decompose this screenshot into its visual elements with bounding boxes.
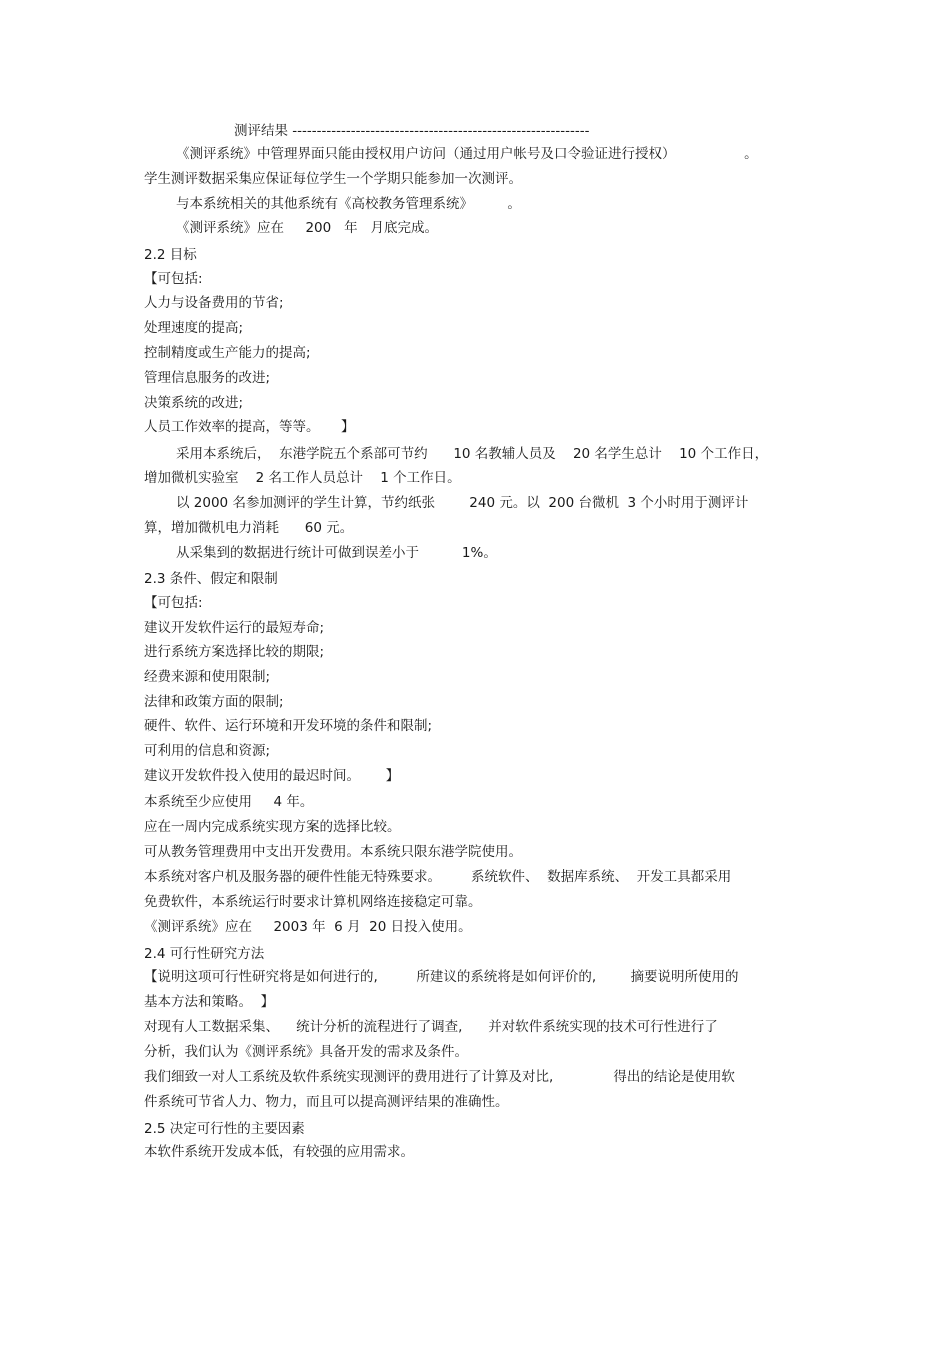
text-line: 测评结果 -------------------------------------------------------------	[234, 123, 590, 139]
text-line: 基本方法和策略。 】	[144, 994, 275, 1010]
text-line: 【可包括:	[144, 271, 203, 287]
list-item: 经费来源和使用限制;	[144, 669, 271, 685]
text-line: 免费软件，本系统运行时要求计算机网络连接稳定可靠。	[144, 894, 482, 910]
list-item: 可利用的信息和资源;	[144, 743, 271, 759]
text-line: 本软件系统开发成本低，有较强的应用需求。	[144, 1144, 414, 1160]
text-line: 应在一周内完成系统实现方案的选择比较。	[144, 819, 401, 835]
list-item: 处理速度的提高;	[144, 320, 244, 336]
list-item: 控制精度或生产能力的提高;	[144, 345, 311, 361]
list-item: 硬件、软件、运行环境和开发环境的条件和限制;	[144, 718, 433, 734]
text-line: 《测评系统》应在 200 年 月底完成。	[176, 220, 438, 236]
text-line: 本系统对客户机及服务器的硬件性能无特殊要求。 系统软件、 数据库系统、 开发工具都采用	[144, 869, 732, 885]
section-heading: 2.2 目标	[144, 247, 197, 263]
list-item: 管理信息服务的改进;	[144, 370, 271, 386]
text-line: 【可包括:	[144, 595, 203, 611]
text-line: 《测评系统》应在 2003 年 6 月 20 日投入使用。	[144, 919, 472, 935]
text-line: 对现有人工数据采集、 统计分析的流程进行了调查, 并对软件系统实现的技术可行性进行了	[144, 1019, 718, 1035]
text-line: 件系统可节省人力、物力，而且可以提高测评结果的准确性。	[144, 1094, 509, 1110]
text-line: 算，增加微机电力消耗 60 元。	[144, 520, 354, 536]
text-line: 增加微机实验室 2 名工作人员总计 1 个工作日。	[144, 470, 461, 486]
text-line: 采用本系统后， 东港学院五个系部可节约 10 名教辅人员及 20 名学生总计 10 个工作日，	[176, 446, 769, 462]
text-line: 从采集到的数据进行统计可做到误差小于 1%。	[176, 545, 497, 561]
section-heading: 2.4 可行性研究方法	[144, 946, 265, 962]
text-line: 《测评系统》中管理界面只能由授权用户访问（通过用户帐号及口令验证进行授权） 。	[176, 146, 758, 162]
list-item: 人员工作效率的提高，等等。 】	[144, 419, 355, 435]
section-heading: 2.3 条件、假定和限制	[144, 571, 278, 587]
text-line: 学生测评数据采集应保证每位学生一个学期只能参加一次测评。	[144, 171, 522, 187]
text-line: 我们细致一对人工系统及软件系统实现测评的费用进行了计算及对比, 得出的结论是使用软	[144, 1069, 735, 1085]
list-item: 进行系统方案选择比较的期限;	[144, 644, 325, 660]
list-item: 法律和政策方面的限制;	[144, 694, 284, 710]
list-item: 建议开发软件投入使用的最迟时间。 】	[144, 768, 400, 784]
text-line: 可从教务管理费用中支出开发费用。本系统只限东港学院使用。	[144, 844, 522, 860]
text-line: 【说明这项可行性研究将是如何进行的, 所建议的系统将是如何评价的, 摘要说明所使用的	[144, 969, 739, 985]
list-item: 决策系统的改进;	[144, 395, 244, 411]
text-line: 与本系统相关的其他系统有《高校教务管理系统》 。	[176, 196, 521, 212]
text-line: 以 2000 名参加测评的学生计算，节约纸张 240 元。以 200 台微机 3 个小时用于测评计	[176, 495, 749, 511]
list-item: 人力与设备费用的节省;	[144, 295, 284, 311]
list-item: 建议开发软件运行的最短寿命;	[144, 620, 325, 636]
section-heading: 2.5 决定可行性的主要因素	[144, 1121, 305, 1137]
text-line: 分析，我们认为《测评系统》具备开发的需求及条件。	[144, 1044, 468, 1060]
text-line: 本系统至少应使用 4 年。	[144, 794, 314, 810]
